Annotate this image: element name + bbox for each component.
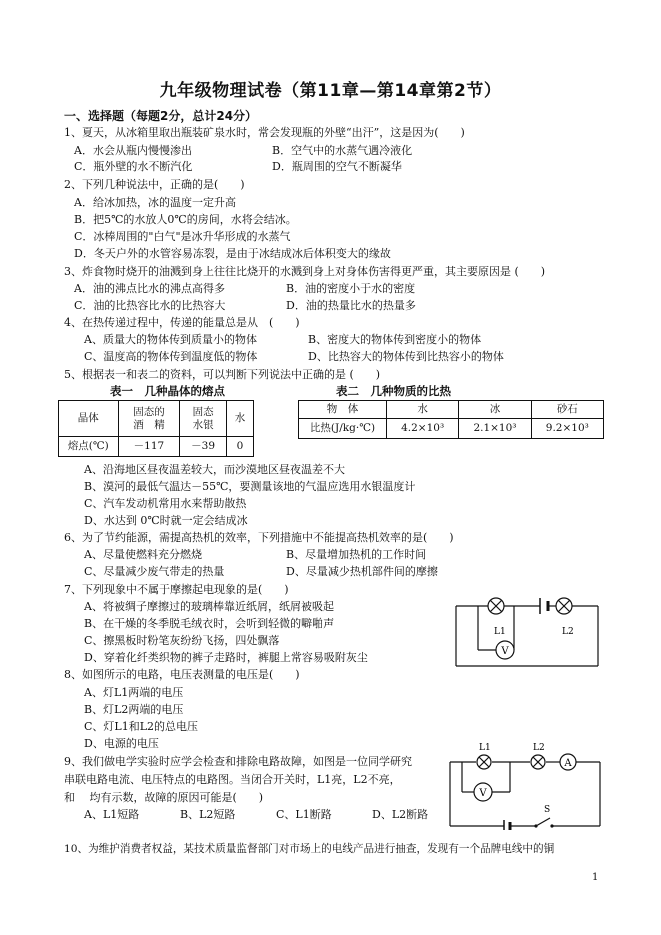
table2-cell-ice: 2.1×10³ bbox=[459, 419, 531, 439]
circuit2-label-l1: L1 bbox=[479, 743, 491, 753]
circuit2-label-a: A bbox=[564, 758, 572, 769]
q6-option-a[interactable]: A、尽量使燃料充分燃烧 bbox=[84, 548, 202, 561]
q1-stem: 1、夏天，从冰箱里取出瓶装矿泉水时，常会发现瓶的外壁“出汗”，这是因为( ) bbox=[64, 126, 465, 139]
q8-option-a[interactable]: A、灯L1两端的电压 bbox=[84, 686, 184, 699]
q9-option-c[interactable]: C、L1断路 bbox=[276, 808, 332, 821]
table2-header-sand: 砂石 bbox=[531, 401, 603, 419]
table1-header-mercury-line1: 固态 bbox=[192, 405, 214, 418]
table1-cell-water: 0 bbox=[226, 437, 253, 457]
q2-option-a[interactable]: A．给冰加热，冰的温度一定升高 bbox=[74, 196, 236, 209]
q4-option-d[interactable]: D、比热容大的物体传到比热容小的物体 bbox=[308, 350, 504, 363]
table1-header-mercury-line2: 水银 bbox=[192, 418, 214, 431]
table2-row-label: 比热(J/kg·℃) bbox=[299, 419, 387, 439]
table1-caption: 表一 几种晶体的熔点 bbox=[110, 384, 225, 398]
q5-stem: 5、根据表一和表二的资料，可以判断下列说法中正确的是 ( ) bbox=[64, 368, 381, 381]
table1-header-water: 水 bbox=[226, 401, 253, 437]
q4-option-c[interactable]: C、温度高的物体传到温度低的物体 bbox=[84, 350, 258, 363]
q10-stem: 10、为维护消费者权益，某技术质量监督部门对市场上的电线产品进行抽查，发现有一个品牌电线中的铜 bbox=[64, 843, 555, 855]
q3-option-b[interactable]: B．油的密度小于水的密度 bbox=[286, 282, 416, 295]
circuit2-label-v: V bbox=[479, 788, 487, 799]
q9-stem-line3: 和 均有示数，故障的原因可能是( ) bbox=[64, 791, 264, 804]
q7-option-b[interactable]: B、在干燥的冬季脱毛绒衣时，会听到轻微的噼啪声 bbox=[84, 617, 335, 630]
page-number: 1 bbox=[592, 872, 599, 883]
q4-option-b[interactable]: B、密度大的物体传到密度小的物体 bbox=[308, 333, 482, 346]
table1-melting-points bbox=[58, 400, 254, 457]
q7-stem: 7、下列现象中不属于摩擦起电现象的是( ) bbox=[64, 583, 289, 596]
q2-stem: 2、下列几种说法中，正确的是( ) bbox=[64, 178, 245, 191]
q5-option-c[interactable]: C、汽车发动机常用水来帮助散热 bbox=[84, 497, 247, 510]
q9-stem-line2: 串联电路电流、电压特点的电路图。当闭合开关时，L1亮，L2不亮， bbox=[64, 773, 401, 786]
q7-option-a[interactable]: A、将被绸子摩擦过的玻璃棒靠近纸屑，纸屑被吸起 bbox=[84, 600, 334, 613]
exam-title: 九年级物理试卷（第11章—第14章第2节） bbox=[159, 81, 502, 101]
q9-option-b[interactable]: B、L2短路 bbox=[180, 808, 236, 821]
q3-option-a[interactable]: A．油的沸点比水的沸点高得多 bbox=[74, 282, 225, 295]
q7-option-c[interactable]: C、擦黑板时粉笔灰纷纷飞扬，四处飘落 bbox=[84, 634, 280, 647]
table2-caption: 表二 几种物质的比热 bbox=[336, 384, 451, 398]
table1-header-alcohol bbox=[118, 401, 180, 437]
circuit-diagram-q8 bbox=[452, 592, 602, 670]
q2-option-d[interactable]: D．冬天户外的水管容易冻裂，是由于冰结成冰后体积变大的缘故 bbox=[74, 247, 391, 260]
circuit-diagram-q9 bbox=[446, 738, 604, 830]
circuit1-label-v: V bbox=[501, 646, 509, 657]
table1-header-alcohol-line2: 酒 精 bbox=[133, 418, 165, 431]
q4-option-a[interactable]: A、质量大的物体传到质量小的物体 bbox=[84, 333, 257, 346]
q3-option-d[interactable]: D．油的热量比水的热量多 bbox=[286, 299, 416, 312]
q6-option-c[interactable]: C、尽量减少废气带走的热量 bbox=[84, 565, 225, 578]
q1-option-b[interactable]: B．空气中的水蒸气遇冷液化 bbox=[272, 144, 413, 157]
table1-cell-alcohol: －117 bbox=[118, 437, 180, 457]
table2-header-ice: 冰 bbox=[459, 401, 531, 419]
table1-cell-mercury: －39 bbox=[180, 437, 227, 457]
table1-row-label: 熔点(℃) bbox=[59, 437, 119, 457]
q8-option-c[interactable]: C、灯L1和L2的总电压 bbox=[84, 720, 199, 733]
table2-header-water: 水 bbox=[386, 401, 458, 419]
q6-option-d[interactable]: D、尽量减少热机部件间的摩擦 bbox=[286, 565, 438, 578]
q7-option-d[interactable]: D、穿着化纤类织物的裤子走路时，裤腿上常容易吸附灰尘 bbox=[84, 651, 368, 664]
table2-header-object: 物 体 bbox=[299, 401, 387, 419]
q1-option-c[interactable]: C．瓶外壁的水不断汽化 bbox=[74, 160, 193, 173]
table2-cell-sand: 9.2×10³ bbox=[531, 419, 603, 439]
circuit1-label-l2: L2 bbox=[562, 627, 574, 637]
q3-stem: 3、炸食物时烧开的油溅到身上往往比烧开的水溅到身上对身体伤害得更严重，其主要原因是 ( ) bbox=[64, 265, 546, 278]
q9-stem-line1: 9、我们做电学实验时应学会检查和排除电路故障，如图是一位同学研究 bbox=[64, 755, 412, 768]
q6-stem: 6、为了节约能源，需提高热机的效率，下列措施中不能提高热机效率的是( ) bbox=[64, 531, 454, 544]
table1-header-mercury bbox=[180, 401, 227, 437]
q9-option-d[interactable]: D、L2断路 bbox=[372, 808, 429, 821]
q3-option-c[interactable]: C．油的比热容比水的比热容大 bbox=[74, 299, 226, 312]
q6-option-b[interactable]: B、尽量增加热机的工作时间 bbox=[286, 548, 427, 561]
q2-option-b[interactable]: B．把5℃的水放人0℃的房间，水将会结冰。 bbox=[74, 213, 297, 226]
table2-specific-heat bbox=[298, 400, 604, 439]
q4-stem: 4、在热传递过程中，传递的能量总是从 ( ) bbox=[64, 316, 300, 329]
q2-option-c[interactable]: C．冰棒周围的"白气"是冰升华形成的水蒸气 bbox=[74, 230, 291, 243]
q1-option-a[interactable]: A．水会从瓶内慢慢渗出 bbox=[74, 144, 192, 157]
q5-option-b[interactable]: B、漠河的最低气温达－55℃，要测量该地的气温应选用水银温度计 bbox=[84, 480, 416, 493]
q8-stem: 8、如图所示的电路，电压表测量的电压是( ) bbox=[64, 668, 300, 681]
table2-cell-water: 4.2×10³ bbox=[386, 419, 458, 439]
q1-option-d[interactable]: D．瓶周围的空气不断凝华 bbox=[272, 160, 402, 173]
circuit2-label-s: S bbox=[544, 805, 551, 815]
table1-header-crystal: 晶体 bbox=[59, 401, 119, 437]
q8-option-b[interactable]: B、灯L2两端的电压 bbox=[84, 703, 184, 716]
table1-header-alcohol-line1: 固态的 bbox=[133, 405, 165, 418]
circuit2-label-l2: L2 bbox=[533, 743, 545, 753]
q9-option-a[interactable]: A、L1短路 bbox=[84, 808, 140, 821]
circuit1-label-l1: L1 bbox=[494, 627, 506, 637]
q5-option-d[interactable]: D、水达到 0℃时就一定会结成冰 bbox=[84, 514, 248, 527]
section-heading: 一、选择题（每题2分，总计24分） bbox=[64, 109, 258, 123]
q8-option-d[interactable]: D、电源的电压 bbox=[84, 737, 159, 750]
q5-option-a[interactable]: A、沿海地区昼夜温差较大，而沙漠地区昼夜温差不大 bbox=[84, 463, 345, 476]
